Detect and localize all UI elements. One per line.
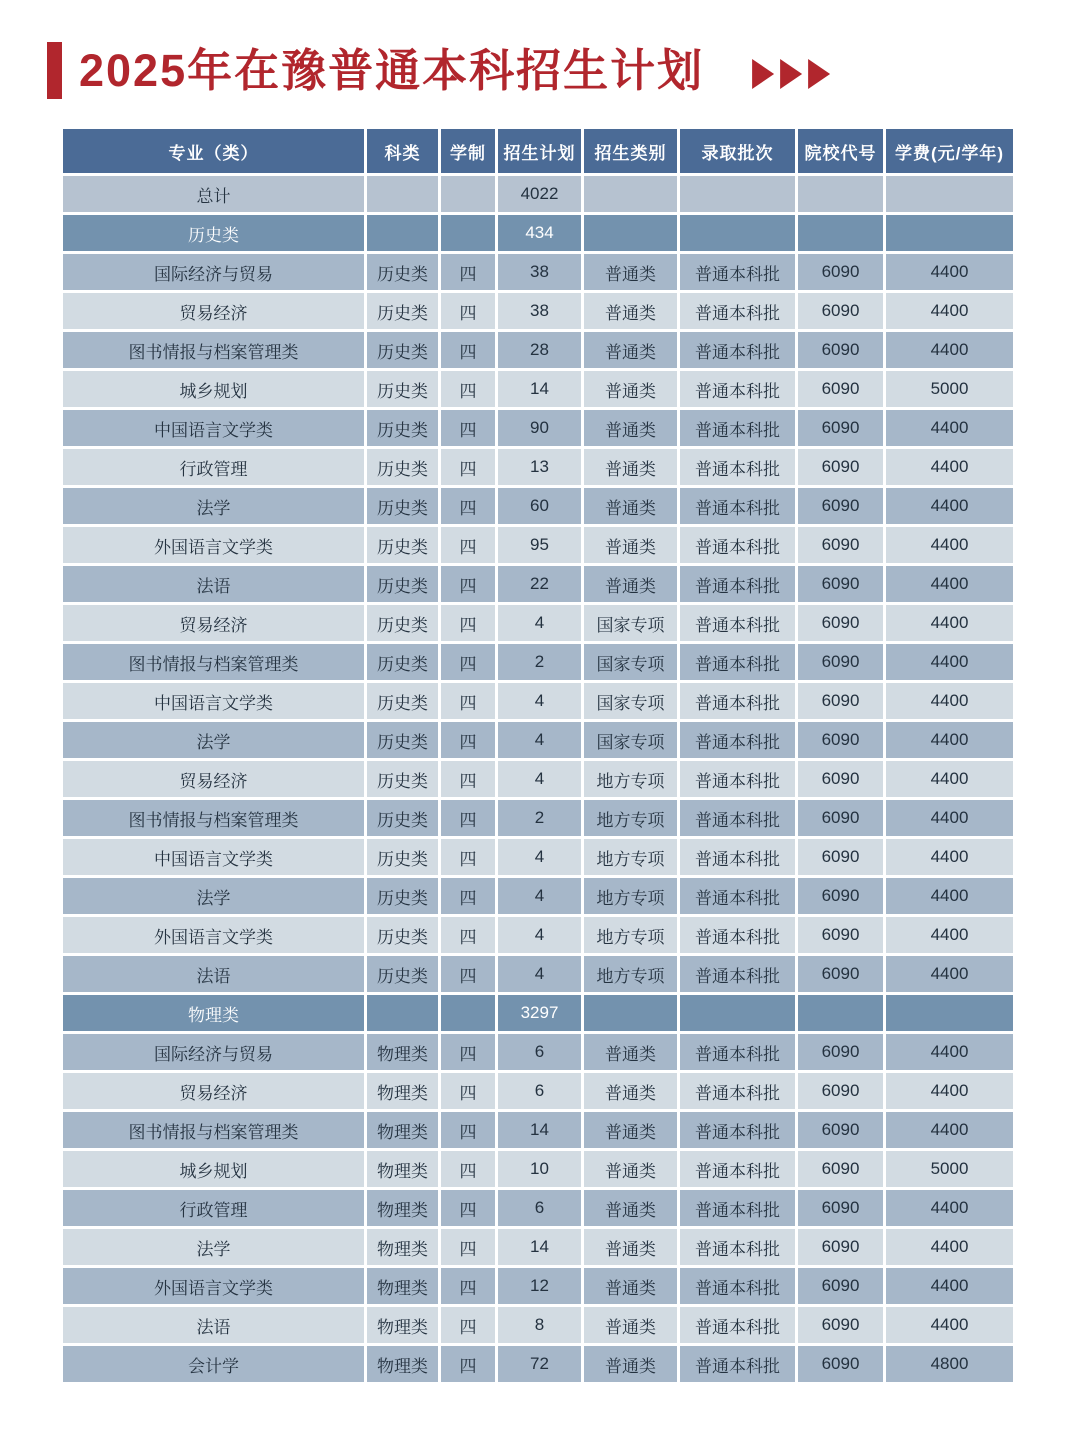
subject-cell bbox=[367, 215, 438, 251]
major-cell: 贸易经济 bbox=[63, 605, 364, 641]
batch-cell: 普通本科批 bbox=[680, 605, 795, 641]
subject-cell: 历史类 bbox=[367, 800, 438, 836]
major-cell: 行政管理 bbox=[63, 449, 364, 485]
plan-cell: 14 bbox=[498, 1229, 581, 1265]
tuition-cell: 4400 bbox=[886, 761, 1013, 797]
subject-cell bbox=[367, 995, 438, 1031]
subject-cell: 历史类 bbox=[367, 293, 438, 329]
table-row bbox=[63, 488, 1013, 524]
batch-cell: 普通本科批 bbox=[680, 1190, 795, 1226]
plan-cell: 28 bbox=[498, 332, 581, 368]
subject-cell: 历史类 bbox=[367, 566, 438, 602]
tuition-cell: 4400 bbox=[886, 839, 1013, 875]
major-cell: 中国语言文学类 bbox=[63, 839, 364, 875]
category-cell: 普通类 bbox=[584, 527, 677, 563]
plan-cell: 90 bbox=[498, 410, 581, 446]
major-cell: 外国语言文学类 bbox=[63, 917, 364, 953]
batch-cell bbox=[680, 215, 795, 251]
column-header-subject: 科类 bbox=[367, 129, 438, 173]
code-cell: 6090 bbox=[798, 722, 883, 758]
subject-cell: 历史类 bbox=[367, 917, 438, 953]
duration-cell: 四 bbox=[441, 332, 495, 368]
subject-cell: 历史类 bbox=[367, 254, 438, 290]
major-cell: 图书情报与档案管理类 bbox=[63, 332, 364, 368]
tuition-cell: 4400 bbox=[886, 605, 1013, 641]
tuition-cell: 4400 bbox=[886, 683, 1013, 719]
plan-cell: 4 bbox=[498, 839, 581, 875]
category-cell: 普通类 bbox=[584, 1229, 677, 1265]
table-row bbox=[63, 1073, 1013, 1109]
duration-cell: 四 bbox=[441, 1151, 495, 1187]
code-cell: 6090 bbox=[798, 1151, 883, 1187]
table-row bbox=[63, 1112, 1013, 1148]
code-cell: 6090 bbox=[798, 1346, 883, 1382]
category-cell: 国家专项 bbox=[584, 644, 677, 680]
category-cell: 普通类 bbox=[584, 1034, 677, 1070]
tuition-cell: 4400 bbox=[886, 527, 1013, 563]
category-cell: 普通类 bbox=[584, 449, 677, 485]
section-header-row bbox=[63, 215, 1013, 251]
batch-cell: 普通本科批 bbox=[680, 683, 795, 719]
table-row bbox=[63, 1229, 1013, 1265]
batch-cell: 普通本科批 bbox=[680, 761, 795, 797]
column-header-plan: 招生计划 bbox=[498, 129, 581, 173]
code-cell: 6090 bbox=[798, 1229, 883, 1265]
tuition-cell: 4400 bbox=[886, 488, 1013, 524]
major-cell: 贸易经济 bbox=[63, 761, 364, 797]
major-cell: 法语 bbox=[63, 566, 364, 602]
batch-cell: 普通本科批 bbox=[680, 332, 795, 368]
duration-cell: 四 bbox=[441, 449, 495, 485]
plan-cell: 22 bbox=[498, 566, 581, 602]
category-cell: 普通类 bbox=[584, 1190, 677, 1226]
major-cell: 国际经济与贸易 bbox=[63, 254, 364, 290]
batch-cell bbox=[680, 995, 795, 1031]
subject-cell: 物理类 bbox=[367, 1190, 438, 1226]
code-cell: 6090 bbox=[798, 1190, 883, 1226]
plan-cell: 10 bbox=[498, 1151, 581, 1187]
duration-cell: 四 bbox=[441, 644, 495, 680]
plan-cell: 4 bbox=[498, 878, 581, 914]
major-cell: 法学 bbox=[63, 1229, 364, 1265]
table-row bbox=[63, 410, 1013, 446]
subject-cell: 物理类 bbox=[367, 1268, 438, 1304]
category-cell bbox=[584, 176, 677, 212]
code-cell: 6090 bbox=[798, 332, 883, 368]
batch-cell: 普通本科批 bbox=[680, 839, 795, 875]
code-cell: 6090 bbox=[798, 566, 883, 602]
tuition-cell: 4400 bbox=[886, 800, 1013, 836]
code-cell: 6090 bbox=[798, 800, 883, 836]
duration-cell: 四 bbox=[441, 878, 495, 914]
column-header-major: 专业（类） bbox=[63, 129, 364, 173]
duration-cell: 四 bbox=[441, 488, 495, 524]
batch-cell: 普通本科批 bbox=[680, 566, 795, 602]
title-accent-bar bbox=[47, 42, 62, 99]
duration-cell: 四 bbox=[441, 1190, 495, 1226]
subject-cell bbox=[367, 176, 438, 212]
right-arrow-icon bbox=[780, 59, 802, 89]
duration-cell: 四 bbox=[441, 800, 495, 836]
right-arrow-icon bbox=[752, 59, 774, 89]
major-cell: 法学 bbox=[63, 722, 364, 758]
code-cell: 6090 bbox=[798, 683, 883, 719]
tuition-cell: 4400 bbox=[886, 878, 1013, 914]
plan-cell: 6 bbox=[498, 1034, 581, 1070]
table-row bbox=[63, 644, 1013, 680]
category-cell bbox=[584, 995, 677, 1031]
table-row bbox=[63, 1268, 1013, 1304]
code-cell: 6090 bbox=[798, 839, 883, 875]
category-cell: 普通类 bbox=[584, 1073, 677, 1109]
table-row bbox=[63, 566, 1013, 602]
duration-cell: 四 bbox=[441, 956, 495, 992]
major-cell: 中国语言文学类 bbox=[63, 683, 364, 719]
table-row bbox=[63, 1151, 1013, 1187]
duration-cell bbox=[441, 995, 495, 1031]
tuition-cell bbox=[886, 176, 1013, 212]
plan-cell: 8 bbox=[498, 1307, 581, 1343]
batch-cell: 普通本科批 bbox=[680, 1229, 795, 1265]
total-row bbox=[63, 176, 1013, 212]
subject-cell: 历史类 bbox=[367, 527, 438, 563]
plan-cell: 13 bbox=[498, 449, 581, 485]
code-cell: 6090 bbox=[798, 1112, 883, 1148]
batch-cell: 普通本科批 bbox=[680, 917, 795, 953]
code-cell: 6090 bbox=[798, 1073, 883, 1109]
code-cell: 6090 bbox=[798, 956, 883, 992]
major-cell: 法语 bbox=[63, 1307, 364, 1343]
duration-cell: 四 bbox=[441, 917, 495, 953]
tuition-cell: 4400 bbox=[886, 1190, 1013, 1226]
subject-cell: 物理类 bbox=[367, 1346, 438, 1382]
table-row bbox=[63, 917, 1013, 953]
major-cell: 行政管理 bbox=[63, 1190, 364, 1226]
category-cell: 普通类 bbox=[584, 1112, 677, 1148]
table-row bbox=[63, 761, 1013, 797]
code-cell bbox=[798, 215, 883, 251]
plan-cell: 4 bbox=[498, 956, 581, 992]
plan-cell: 434 bbox=[498, 215, 581, 251]
plan-cell: 95 bbox=[498, 527, 581, 563]
batch-cell: 普通本科批 bbox=[680, 1034, 795, 1070]
category-cell: 国家专项 bbox=[584, 722, 677, 758]
category-cell: 地方专项 bbox=[584, 800, 677, 836]
category-cell: 普通类 bbox=[584, 1151, 677, 1187]
category-cell: 普通类 bbox=[584, 293, 677, 329]
batch-cell: 普通本科批 bbox=[680, 527, 795, 563]
table-row bbox=[63, 1307, 1013, 1343]
category-cell: 普通类 bbox=[584, 371, 677, 407]
subject-cell: 历史类 bbox=[367, 410, 438, 446]
table-row bbox=[63, 1346, 1013, 1382]
duration-cell: 四 bbox=[441, 527, 495, 563]
duration-cell: 四 bbox=[441, 605, 495, 641]
major-cell: 法语 bbox=[63, 956, 364, 992]
major-cell: 图书情报与档案管理类 bbox=[63, 800, 364, 836]
code-cell: 6090 bbox=[798, 644, 883, 680]
code-cell: 6090 bbox=[798, 488, 883, 524]
table-row bbox=[63, 449, 1013, 485]
subject-cell: 历史类 bbox=[367, 488, 438, 524]
subject-cell: 物理类 bbox=[367, 1151, 438, 1187]
code-cell: 6090 bbox=[798, 605, 883, 641]
tuition-cell bbox=[886, 995, 1013, 1031]
duration-cell: 四 bbox=[441, 1268, 495, 1304]
column-header-duration: 学制 bbox=[441, 129, 495, 173]
right-arrow-icon bbox=[808, 59, 830, 89]
category-cell bbox=[584, 215, 677, 251]
batch-cell: 普通本科批 bbox=[680, 1112, 795, 1148]
tuition-cell: 4400 bbox=[886, 293, 1013, 329]
table-row bbox=[63, 1190, 1013, 1226]
column-header-tuition: 学费(元/学年) bbox=[886, 129, 1013, 173]
tuition-cell: 4400 bbox=[886, 449, 1013, 485]
batch-cell: 普通本科批 bbox=[680, 254, 795, 290]
batch-cell: 普通本科批 bbox=[680, 1073, 795, 1109]
tuition-cell: 4400 bbox=[886, 1307, 1013, 1343]
code-cell: 6090 bbox=[798, 449, 883, 485]
major-cell: 贸易经济 bbox=[63, 293, 364, 329]
major-cell: 国际经济与贸易 bbox=[63, 1034, 364, 1070]
table-row bbox=[63, 878, 1013, 914]
duration-cell: 四 bbox=[441, 839, 495, 875]
batch-cell: 普通本科批 bbox=[680, 722, 795, 758]
tuition-cell: 4400 bbox=[886, 410, 1013, 446]
tuition-cell: 4400 bbox=[886, 566, 1013, 602]
batch-cell: 普通本科批 bbox=[680, 293, 795, 329]
table-row bbox=[63, 254, 1013, 290]
category-cell: 普通类 bbox=[584, 332, 677, 368]
plan-cell: 60 bbox=[498, 488, 581, 524]
code-cell: 6090 bbox=[798, 1034, 883, 1070]
category-cell: 国家专项 bbox=[584, 683, 677, 719]
duration-cell: 四 bbox=[441, 761, 495, 797]
subject-cell: 物理类 bbox=[367, 1034, 438, 1070]
subject-cell: 物理类 bbox=[367, 1112, 438, 1148]
plan-cell: 14 bbox=[498, 1112, 581, 1148]
major-cell: 图书情报与档案管理类 bbox=[63, 1112, 364, 1148]
batch-cell: 普通本科批 bbox=[680, 371, 795, 407]
duration-cell: 四 bbox=[441, 254, 495, 290]
category-cell: 地方专项 bbox=[584, 839, 677, 875]
duration-cell: 四 bbox=[441, 1034, 495, 1070]
duration-cell: 四 bbox=[441, 293, 495, 329]
subject-cell: 历史类 bbox=[367, 644, 438, 680]
subject-cell: 历史类 bbox=[367, 605, 438, 641]
table-row bbox=[63, 527, 1013, 563]
major-cell: 外国语言文学类 bbox=[63, 527, 364, 563]
code-cell bbox=[798, 995, 883, 1031]
code-cell: 6090 bbox=[798, 917, 883, 953]
table-row bbox=[63, 839, 1013, 875]
subject-cell: 历史类 bbox=[367, 839, 438, 875]
subject-cell: 历史类 bbox=[367, 761, 438, 797]
major-cell: 历史类 bbox=[63, 215, 364, 251]
duration-cell: 四 bbox=[441, 1073, 495, 1109]
batch-cell: 普通本科批 bbox=[680, 1307, 795, 1343]
code-cell bbox=[798, 176, 883, 212]
category-cell: 普通类 bbox=[584, 1307, 677, 1343]
plan-cell: 4 bbox=[498, 605, 581, 641]
tuition-cell: 5000 bbox=[886, 1151, 1013, 1187]
section-header-row bbox=[63, 995, 1013, 1031]
tuition-cell: 4400 bbox=[886, 1229, 1013, 1265]
table-row bbox=[63, 722, 1013, 758]
major-cell: 中国语言文学类 bbox=[63, 410, 364, 446]
tuition-cell: 4400 bbox=[886, 1034, 1013, 1070]
category-cell: 地方专项 bbox=[584, 917, 677, 953]
table-body bbox=[63, 176, 1013, 1382]
category-cell: 普通类 bbox=[584, 488, 677, 524]
category-cell: 地方专项 bbox=[584, 956, 677, 992]
subject-cell: 历史类 bbox=[367, 956, 438, 992]
duration-cell: 四 bbox=[441, 410, 495, 446]
batch-cell: 普通本科批 bbox=[680, 1151, 795, 1187]
major-cell: 外国语言文学类 bbox=[63, 1268, 364, 1304]
major-cell: 城乡规划 bbox=[63, 371, 364, 407]
batch-cell: 普通本科批 bbox=[680, 878, 795, 914]
page-header bbox=[47, 38, 1028, 102]
duration-cell: 四 bbox=[441, 1112, 495, 1148]
table-row bbox=[63, 293, 1013, 329]
plan-cell: 38 bbox=[498, 293, 581, 329]
major-cell: 图书情报与档案管理类 bbox=[63, 644, 364, 680]
tuition-cell bbox=[886, 215, 1013, 251]
subject-cell: 历史类 bbox=[367, 449, 438, 485]
plan-cell: 3297 bbox=[498, 995, 581, 1031]
table-row bbox=[63, 332, 1013, 368]
plan-cell: 4022 bbox=[498, 176, 581, 212]
table-header-row bbox=[63, 129, 1013, 173]
code-cell: 6090 bbox=[798, 761, 883, 797]
major-cell: 会计学 bbox=[63, 1346, 364, 1382]
batch-cell: 普通本科批 bbox=[680, 644, 795, 680]
duration-cell: 四 bbox=[441, 371, 495, 407]
tuition-cell: 4400 bbox=[886, 1268, 1013, 1304]
plan-cell: 4 bbox=[498, 722, 581, 758]
table-row bbox=[63, 956, 1013, 992]
major-cell: 法学 bbox=[63, 878, 364, 914]
subject-cell: 历史类 bbox=[367, 722, 438, 758]
code-cell: 6090 bbox=[798, 878, 883, 914]
plan-cell: 38 bbox=[498, 254, 581, 290]
subject-cell: 物理类 bbox=[367, 1229, 438, 1265]
tuition-cell: 4400 bbox=[886, 332, 1013, 368]
code-cell: 6090 bbox=[798, 410, 883, 446]
batch-cell: 普通本科批 bbox=[680, 1268, 795, 1304]
category-cell: 普通类 bbox=[584, 410, 677, 446]
duration-cell: 四 bbox=[441, 566, 495, 602]
tuition-cell: 4400 bbox=[886, 722, 1013, 758]
category-cell: 普通类 bbox=[584, 1346, 677, 1382]
column-header-code: 院校代号 bbox=[798, 129, 883, 173]
plan-cell: 4 bbox=[498, 761, 581, 797]
tuition-cell: 4400 bbox=[886, 917, 1013, 953]
major-cell: 总计 bbox=[63, 176, 364, 212]
duration-cell: 四 bbox=[441, 1229, 495, 1265]
table-row bbox=[63, 1034, 1013, 1070]
batch-cell: 普通本科批 bbox=[680, 488, 795, 524]
plan-cell: 6 bbox=[498, 1073, 581, 1109]
tuition-cell: 5000 bbox=[886, 371, 1013, 407]
subject-cell: 历史类 bbox=[367, 878, 438, 914]
subject-cell: 物理类 bbox=[367, 1307, 438, 1343]
plan-cell: 12 bbox=[498, 1268, 581, 1304]
tuition-cell: 4400 bbox=[886, 1112, 1013, 1148]
batch-cell: 普通本科批 bbox=[680, 956, 795, 992]
duration-cell: 四 bbox=[441, 683, 495, 719]
batch-cell: 普通本科批 bbox=[680, 1346, 795, 1382]
table-row bbox=[63, 800, 1013, 836]
batch-cell: 普通本科批 bbox=[680, 410, 795, 446]
subject-cell: 历史类 bbox=[367, 371, 438, 407]
table-row bbox=[63, 605, 1013, 641]
plan-cell: 2 bbox=[498, 644, 581, 680]
tuition-cell: 4800 bbox=[886, 1346, 1013, 1382]
column-header-category: 招生类别 bbox=[584, 129, 677, 173]
batch-cell bbox=[680, 176, 795, 212]
major-cell: 城乡规划 bbox=[63, 1151, 364, 1187]
code-cell: 6090 bbox=[798, 1268, 883, 1304]
code-cell: 6090 bbox=[798, 371, 883, 407]
batch-cell: 普通本科批 bbox=[680, 800, 795, 836]
category-cell: 普通类 bbox=[584, 1268, 677, 1304]
major-cell: 贸易经济 bbox=[63, 1073, 364, 1109]
category-cell: 地方专项 bbox=[584, 761, 677, 797]
duration-cell: 四 bbox=[441, 722, 495, 758]
category-cell: 国家专项 bbox=[584, 605, 677, 641]
code-cell: 6090 bbox=[798, 254, 883, 290]
plan-cell: 2 bbox=[498, 800, 581, 836]
subject-cell: 历史类 bbox=[367, 683, 438, 719]
column-header-batch: 录取批次 bbox=[680, 129, 795, 173]
code-cell: 6090 bbox=[798, 527, 883, 563]
duration-cell: 四 bbox=[441, 1346, 495, 1382]
duration-cell bbox=[441, 176, 495, 212]
tuition-cell: 4400 bbox=[886, 1073, 1013, 1109]
admission-plan-table bbox=[60, 126, 1016, 1385]
plan-cell: 72 bbox=[498, 1346, 581, 1382]
code-cell: 6090 bbox=[798, 1307, 883, 1343]
code-cell: 6090 bbox=[798, 293, 883, 329]
triple-arrow-icon bbox=[752, 59, 830, 89]
table-row bbox=[63, 683, 1013, 719]
tuition-cell: 4400 bbox=[886, 956, 1013, 992]
batch-cell: 普通本科批 bbox=[680, 449, 795, 485]
category-cell: 普通类 bbox=[584, 566, 677, 602]
category-cell: 地方专项 bbox=[584, 878, 677, 914]
plan-cell: 4 bbox=[498, 917, 581, 953]
duration-cell: 四 bbox=[441, 1307, 495, 1343]
plan-cell: 6 bbox=[498, 1190, 581, 1226]
page-title: 2025年在豫普通本科招生计划 bbox=[79, 44, 705, 96]
major-cell: 物理类 bbox=[63, 995, 364, 1031]
plan-cell: 4 bbox=[498, 683, 581, 719]
category-cell: 普通类 bbox=[584, 254, 677, 290]
subject-cell: 物理类 bbox=[367, 1073, 438, 1109]
subject-cell: 历史类 bbox=[367, 332, 438, 368]
tuition-cell: 4400 bbox=[886, 644, 1013, 680]
duration-cell bbox=[441, 215, 495, 251]
major-cell: 法学 bbox=[63, 488, 364, 524]
table-row bbox=[63, 371, 1013, 407]
plan-cell: 14 bbox=[498, 371, 581, 407]
tuition-cell: 4400 bbox=[886, 254, 1013, 290]
